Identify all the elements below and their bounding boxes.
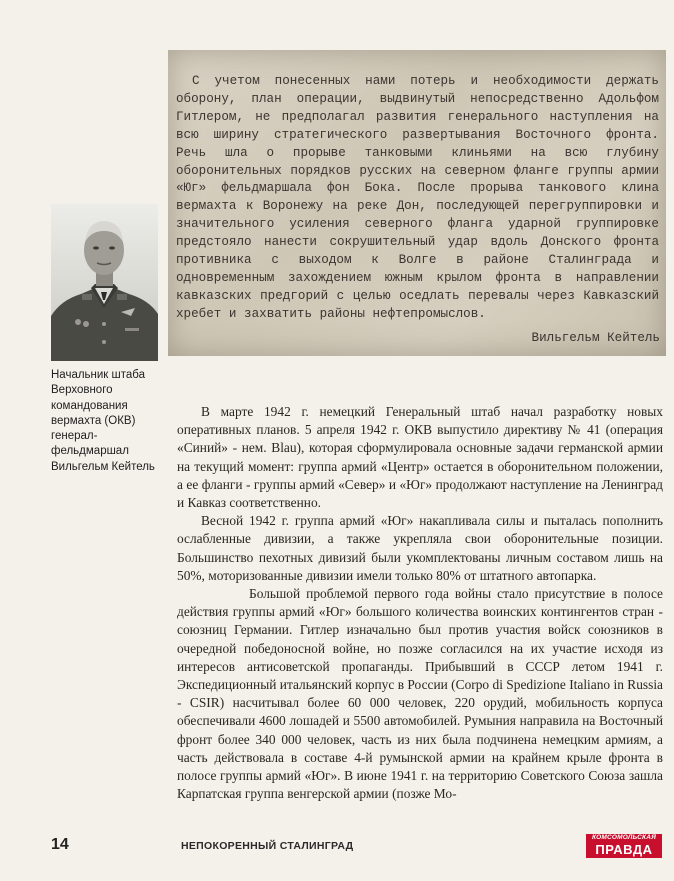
- quote-box: [168, 50, 666, 356]
- newspaper-logo: [586, 834, 662, 858]
- portrait-illustration: [51, 204, 158, 361]
- portrait-photo: [51, 204, 158, 361]
- quote-author: Вильгельм Кейтель: [531, 331, 660, 345]
- paragraph: Весной 1942 г. группа армий «Юг» накапливала силы и пыталась пополнить ослабленные дивизии, а также укрепляла свои оборонительные позиции. Большинство пехотных дивизий были укомплектованы личным составом лишь на 50%, моторизованные дивизии имели только 80% от штатного автопарка.: [177, 513, 663, 583]
- article-body: [177, 403, 663, 803]
- logo-top-text: КОМСОМОЛЬСКАЯ: [591, 834, 657, 841]
- photo-caption: Начальник штаба Верховного командования вермахта (ОКВ) генерал-фельдмаршал Вильгельм Кейтель: [51, 369, 155, 473]
- logo-bottom-text: ПРАВДА: [595, 842, 653, 857]
- paragraph: Большой проблемой первого года войны стало присутствие в полосе действия группы армий «Юг» большого количества воинских контингентов стран - союзниц Германии. Гитлер изначально был против участия войск союзников в очередной победоносной войне, но позже согласился на их участие исходя из интересов антисоветской пропаганды. Прибывший в СССР летом 1941 г. Экспедиционный итальянский корпус в России (Corpo di Spedizione Italiano in Russia - CSIR) насчитывал более 60 000 человек, 220 орудий, мобильность корпуса обеспечивали 4600 лошадей и 5500 автомобилей. Румыния направила на Восточный фронт более 340 000 человек, часть из них была подчинена немецким армиям, а часть действовала в составе 4-й румынской армии на крайнем крыле фронта в полосе группы армий «Юг». В июне 1941 г. на территорию Советского Союза зашла Карпатская группа венгерской армии (позже Мо-: [177, 586, 663, 802]
- paragraph: В марте 1942 г. немецкий Генеральный штаб начал разработку новых оперативных планов. 5 апреля 1942 г. ОКВ выпустило директиву № 41 (операция «Синий» - нем. Blau), которая сформулировала основные задачи германской армии на текущий момент: группа армий «Центр» остается в оборонительном положении, а ее фланги - группы армий «Север» и «Юг» продолжают наступление на Ленинград и Кавказ соответственно.: [177, 404, 663, 511]
- page-number: 14: [51, 836, 69, 853]
- publication-title: НЕПОКОРЕННЫЙ СТАЛИНГРАД: [181, 840, 354, 852]
- quote-text: С учетом понесенных нами потерь и необходимости держать оборону, план операции, выдвинутый непосредственно Адольфом Гитлером, не предполагал развития генерального наступления на всю ширину стратегического развертывания Восточного фронта. Речь шла о прорыве танковыми клиньями на всю глубину оборонительных порядков русских на северном фланге группы армии «Юг» фельдмаршала фон Бока. После прорыва танкового клина вермахта к Воронежу на реке Дон, последующей перегруппировки и значительного усиления северного фланга ударной группировке предстояло нанести сокрушительный удар вдоль Донского фронта противника с выходом к Волге в районе Сталинграда и одновременным захождением южным крылом фронта в направлении кавказских предгорий с целью оседлать перевалы через Кавказский хребет и захватить районы нефтепромыслов.: [176, 74, 659, 321]
